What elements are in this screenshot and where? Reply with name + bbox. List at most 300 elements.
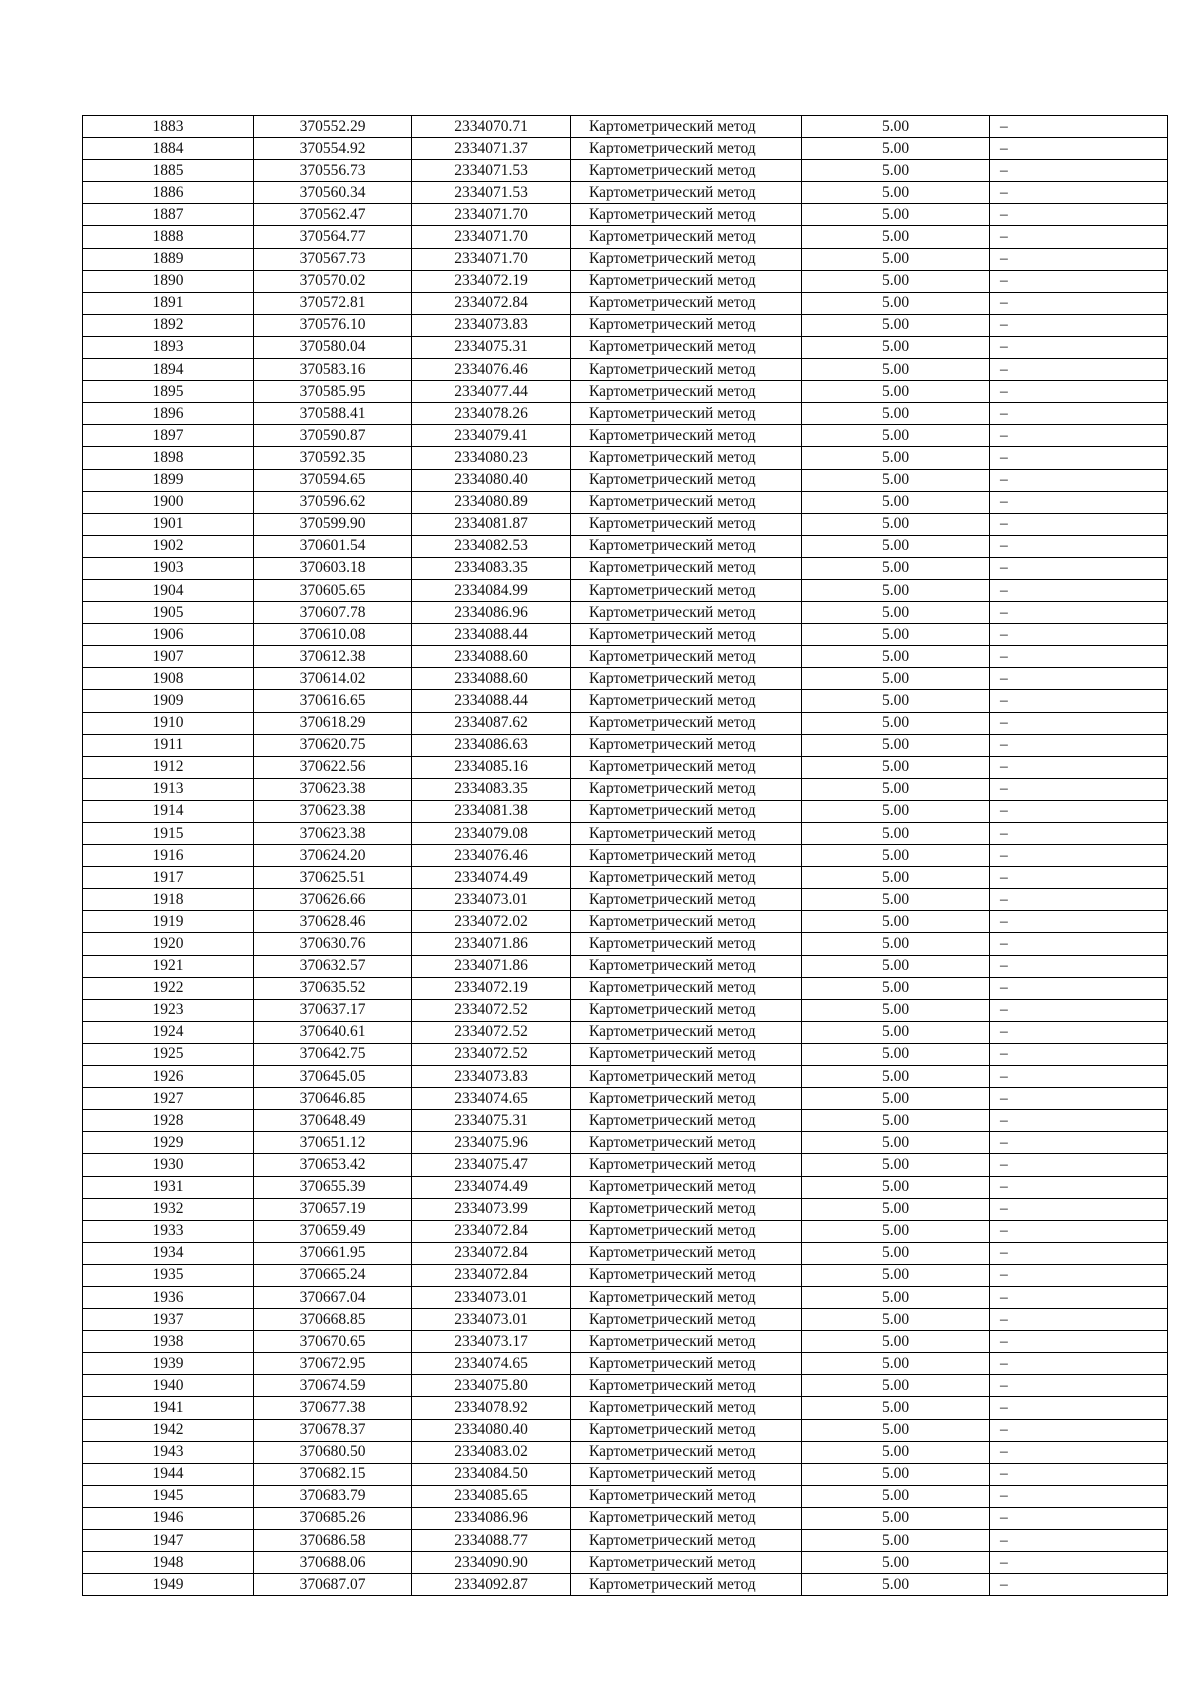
y-coordinate-cell: 2334084.99 [412,579,571,601]
method-cell: Картометрический метод [571,381,802,403]
y-coordinate-cell: 2334081.38 [412,800,571,822]
accuracy-cell: 5.00 [802,1110,990,1132]
note-cell: – [990,403,1168,425]
accuracy-cell: 5.00 [802,646,990,668]
x-coordinate-cell: 370614.02 [254,668,412,690]
y-coordinate-cell: 2334090.90 [412,1552,571,1574]
accuracy-cell: 5.00 [802,800,990,822]
y-coordinate-cell: 2334073.83 [412,314,571,336]
note-cell: – [990,1331,1168,1353]
point-number-cell: 1923 [83,999,254,1021]
accuracy-cell: 5.00 [802,911,990,933]
x-coordinate-cell: 370630.76 [254,933,412,955]
accuracy-cell: 5.00 [802,535,990,557]
x-coordinate-cell: 370635.52 [254,977,412,999]
point-number-cell: 1936 [83,1286,254,1308]
point-number-cell: 1900 [83,491,254,513]
x-coordinate-cell: 370556.73 [254,160,412,182]
accuracy-cell: 5.00 [802,1286,990,1308]
y-coordinate-cell: 2334072.84 [412,292,571,314]
accuracy-cell: 5.00 [802,977,990,999]
table-row [83,557,1168,579]
table-row [83,425,1168,447]
x-coordinate-cell: 370585.95 [254,381,412,403]
accuracy-cell: 5.00 [802,933,990,955]
table-row [83,1574,1168,1596]
table-row [83,138,1168,160]
table-row [83,1375,1168,1397]
table-row [83,579,1168,601]
method-cell: Картометрический метод [571,668,802,690]
method-cell: Картометрический метод [571,646,802,668]
point-number-cell: 1899 [83,469,254,491]
table-row [83,1198,1168,1220]
y-coordinate-cell: 2334083.35 [412,557,571,579]
table-row [83,1176,1168,1198]
point-number-cell: 1927 [83,1088,254,1110]
point-number-cell: 1932 [83,1198,254,1220]
note-cell: – [990,734,1168,756]
note-cell: – [990,381,1168,403]
table-row [83,734,1168,756]
point-number-cell: 1901 [83,513,254,535]
note-cell: – [990,800,1168,822]
accuracy-cell: 5.00 [802,1463,990,1485]
table-row [83,403,1168,425]
method-cell: Картометрический метод [571,1574,802,1596]
method-cell: Картометрический метод [571,712,802,734]
y-coordinate-cell: 2334072.52 [412,999,571,1021]
method-cell: Картометрический метод [571,977,802,999]
note-cell: – [990,292,1168,314]
method-cell: Картометрический метод [571,403,802,425]
table-row [83,1286,1168,1308]
method-cell: Картометрический метод [571,1485,802,1507]
x-coordinate-cell: 370648.49 [254,1110,412,1132]
x-coordinate-cell: 370645.05 [254,1066,412,1088]
note-cell: – [990,712,1168,734]
accuracy-cell: 5.00 [802,1552,990,1574]
point-number-cell: 1930 [83,1154,254,1176]
table-row [83,845,1168,867]
accuracy-cell: 5.00 [802,756,990,778]
table-row [83,116,1168,138]
note-cell: – [990,248,1168,270]
table-row [83,1397,1168,1419]
accuracy-cell: 5.00 [802,1375,990,1397]
x-coordinate-cell: 370687.07 [254,1574,412,1596]
method-cell: Картометрический метод [571,1419,802,1441]
y-coordinate-cell: 2334088.44 [412,624,571,646]
y-coordinate-cell: 2334079.08 [412,823,571,845]
table-row [83,1309,1168,1331]
y-coordinate-cell: 2334080.23 [412,447,571,469]
table-row [83,447,1168,469]
note-cell: – [990,889,1168,911]
table-row [83,1132,1168,1154]
y-coordinate-cell: 2334073.01 [412,1286,571,1308]
point-number-cell: 1886 [83,182,254,204]
table-row [83,1220,1168,1242]
point-number-cell: 1909 [83,690,254,712]
table-row [83,314,1168,336]
note-cell: – [990,1021,1168,1043]
table-row [83,602,1168,624]
note-cell: – [990,1176,1168,1198]
method-cell: Картометрический метод [571,535,802,557]
method-cell: Картометрический метод [571,116,802,138]
table-row [83,1485,1168,1507]
accuracy-cell: 5.00 [802,1132,990,1154]
accuracy-cell: 5.00 [802,513,990,535]
table-row [83,933,1168,955]
x-coordinate-cell: 370623.38 [254,778,412,800]
x-coordinate-cell: 370628.46 [254,911,412,933]
accuracy-cell: 5.00 [802,579,990,601]
accuracy-cell: 5.00 [802,469,990,491]
note-cell: – [990,911,1168,933]
x-coordinate-cell: 370642.75 [254,1043,412,1065]
y-coordinate-cell: 2334092.87 [412,1574,571,1596]
y-coordinate-cell: 2334086.96 [412,1507,571,1529]
point-number-cell: 1939 [83,1353,254,1375]
accuracy-cell: 5.00 [802,381,990,403]
note-cell: – [990,491,1168,513]
method-cell: Картометрический метод [571,867,802,889]
note-cell: – [990,1530,1168,1552]
x-coordinate-cell: 370665.24 [254,1264,412,1286]
method-cell: Картометрический метод [571,955,802,977]
table-row [83,1021,1168,1043]
y-coordinate-cell: 2334072.02 [412,911,571,933]
accuracy-cell: 5.00 [802,1397,990,1419]
table-row [83,646,1168,668]
table-row [83,204,1168,226]
method-cell: Картометрический метод [571,491,802,513]
note-cell: – [990,1242,1168,1264]
note-cell: – [990,823,1168,845]
accuracy-cell: 5.00 [802,1309,990,1331]
table-row [83,182,1168,204]
point-number-cell: 1944 [83,1463,254,1485]
y-coordinate-cell: 2334075.80 [412,1375,571,1397]
accuracy-cell: 5.00 [802,1220,990,1242]
method-cell: Картометрический метод [571,1552,802,1574]
point-number-cell: 1883 [83,116,254,138]
accuracy-cell: 5.00 [802,182,990,204]
y-coordinate-cell: 2334078.26 [412,403,571,425]
note-cell: – [990,1286,1168,1308]
note-cell: – [990,1419,1168,1441]
x-coordinate-cell: 370623.38 [254,823,412,845]
accuracy-cell: 5.00 [802,889,990,911]
table-row [83,800,1168,822]
x-coordinate-cell: 370616.65 [254,690,412,712]
note-cell: – [990,557,1168,579]
accuracy-cell: 5.00 [802,204,990,226]
x-coordinate-cell: 370680.50 [254,1441,412,1463]
y-coordinate-cell: 2334071.37 [412,138,571,160]
accuracy-cell: 5.00 [802,778,990,800]
point-number-cell: 1943 [83,1441,254,1463]
table-row [83,270,1168,292]
note-cell: – [990,624,1168,646]
table-row [83,624,1168,646]
point-number-cell: 1924 [83,1021,254,1043]
method-cell: Картометрический метод [571,800,802,822]
table-row [83,359,1168,381]
y-coordinate-cell: 2334071.53 [412,182,571,204]
method-cell: Картометрический метод [571,999,802,1021]
point-number-cell: 1893 [83,336,254,358]
point-number-cell: 1917 [83,867,254,889]
method-cell: Картометрический метод [571,579,802,601]
method-cell: Картометрический метод [571,1331,802,1353]
point-number-cell: 1919 [83,911,254,933]
x-coordinate-cell: 370599.90 [254,513,412,535]
x-coordinate-cell: 370678.37 [254,1419,412,1441]
point-number-cell: 1885 [83,160,254,182]
note-cell: – [990,535,1168,557]
note-cell: – [990,226,1168,248]
y-coordinate-cell: 2334082.53 [412,535,571,557]
x-coordinate-cell: 370674.59 [254,1375,412,1397]
method-cell: Картометрический метод [571,778,802,800]
note-cell: – [990,160,1168,182]
accuracy-cell: 5.00 [802,425,990,447]
accuracy-cell: 5.00 [802,1353,990,1375]
method-cell: Картометрический метод [571,425,802,447]
x-coordinate-cell: 370637.17 [254,999,412,1021]
point-number-cell: 1891 [83,292,254,314]
x-coordinate-cell: 370682.15 [254,1463,412,1485]
method-cell: Картометрический метод [571,1154,802,1176]
method-cell: Картометрический метод [571,1242,802,1264]
note-cell: – [990,579,1168,601]
accuracy-cell: 5.00 [802,690,990,712]
accuracy-cell: 5.00 [802,403,990,425]
point-number-cell: 1922 [83,977,254,999]
y-coordinate-cell: 2334078.92 [412,1397,571,1419]
table-row [83,1110,1168,1132]
method-cell: Картометрический метод [571,845,802,867]
accuracy-cell: 5.00 [802,1154,990,1176]
point-number-cell: 1894 [83,359,254,381]
y-coordinate-cell: 2334071.86 [412,955,571,977]
accuracy-cell: 5.00 [802,138,990,160]
x-coordinate-cell: 370572.81 [254,292,412,314]
x-coordinate-cell: 370672.95 [254,1353,412,1375]
table-row [83,513,1168,535]
x-coordinate-cell: 370670.65 [254,1331,412,1353]
y-coordinate-cell: 2334083.35 [412,778,571,800]
y-coordinate-cell: 2334074.49 [412,867,571,889]
point-number-cell: 1918 [83,889,254,911]
method-cell: Картометрический метод [571,1507,802,1529]
table-row [83,999,1168,1021]
method-cell: Картометрический метод [571,138,802,160]
point-number-cell: 1902 [83,535,254,557]
point-number-cell: 1949 [83,1574,254,1596]
note-cell: – [990,425,1168,447]
method-cell: Картометрический метод [571,1110,802,1132]
note-cell: – [990,778,1168,800]
note-cell: – [990,602,1168,624]
accuracy-cell: 5.00 [802,867,990,889]
x-coordinate-cell: 370622.56 [254,756,412,778]
point-number-cell: 1935 [83,1264,254,1286]
x-coordinate-cell: 370655.39 [254,1176,412,1198]
table-body [83,116,1168,1596]
method-cell: Картометрический метод [571,1043,802,1065]
y-coordinate-cell: 2334073.17 [412,1331,571,1353]
table-row [83,1507,1168,1529]
note-cell: – [990,1309,1168,1331]
y-coordinate-cell: 2334071.70 [412,248,571,270]
method-cell: Картометрический метод [571,1463,802,1485]
y-coordinate-cell: 2334087.62 [412,712,571,734]
x-coordinate-cell: 370620.75 [254,734,412,756]
x-coordinate-cell: 370588.41 [254,403,412,425]
y-coordinate-cell: 2334084.50 [412,1463,571,1485]
method-cell: Картометрический метод [571,1286,802,1308]
method-cell: Картометрический метод [571,292,802,314]
note-cell: – [990,977,1168,999]
point-number-cell: 1929 [83,1132,254,1154]
accuracy-cell: 5.00 [802,491,990,513]
x-coordinate-cell: 370601.54 [254,535,412,557]
y-coordinate-cell: 2334075.31 [412,336,571,358]
y-coordinate-cell: 2334072.84 [412,1242,571,1264]
y-coordinate-cell: 2334088.77 [412,1530,571,1552]
y-coordinate-cell: 2334085.65 [412,1485,571,1507]
method-cell: Картометрический метод [571,270,802,292]
table-row [83,867,1168,889]
accuracy-cell: 5.00 [802,1574,990,1596]
point-number-cell: 1921 [83,955,254,977]
accuracy-cell: 5.00 [802,1530,990,1552]
x-coordinate-cell: 370592.35 [254,447,412,469]
y-coordinate-cell: 2334072.19 [412,977,571,999]
note-cell: – [990,182,1168,204]
method-cell: Картометрический метод [571,1530,802,1552]
y-coordinate-cell: 2334074.49 [412,1176,571,1198]
x-coordinate-cell: 370612.38 [254,646,412,668]
note-cell: – [990,1441,1168,1463]
accuracy-cell: 5.00 [802,557,990,579]
y-coordinate-cell: 2334070.71 [412,116,571,138]
y-coordinate-cell: 2334074.65 [412,1353,571,1375]
accuracy-cell: 5.00 [802,359,990,381]
accuracy-cell: 5.00 [802,845,990,867]
x-coordinate-cell: 370564.77 [254,226,412,248]
accuracy-cell: 5.00 [802,1507,990,1529]
y-coordinate-cell: 2334074.65 [412,1088,571,1110]
accuracy-cell: 5.00 [802,226,990,248]
y-coordinate-cell: 2334073.99 [412,1198,571,1220]
note-cell: – [990,469,1168,491]
x-coordinate-cell: 370594.65 [254,469,412,491]
point-number-cell: 1915 [83,823,254,845]
table-row [83,1154,1168,1176]
note-cell: – [990,1043,1168,1065]
point-number-cell: 1931 [83,1176,254,1198]
point-number-cell: 1926 [83,1066,254,1088]
point-number-cell: 1888 [83,226,254,248]
method-cell: Картометрический метод [571,1088,802,1110]
y-coordinate-cell: 2334077.44 [412,381,571,403]
table-row [83,778,1168,800]
table-row [83,1552,1168,1574]
y-coordinate-cell: 2334073.83 [412,1066,571,1088]
table-row [83,1353,1168,1375]
method-cell: Картометрический метод [571,889,802,911]
table-row [83,955,1168,977]
y-coordinate-cell: 2334071.86 [412,933,571,955]
note-cell: – [990,116,1168,138]
method-cell: Картометрический метод [571,557,802,579]
point-number-cell: 1920 [83,933,254,955]
table-row [83,469,1168,491]
accuracy-cell: 5.00 [802,1485,990,1507]
accuracy-cell: 5.00 [802,1264,990,1286]
method-cell: Картометрический метод [571,359,802,381]
accuracy-cell: 5.00 [802,955,990,977]
method-cell: Картометрический метод [571,513,802,535]
x-coordinate-cell: 370590.87 [254,425,412,447]
method-cell: Картометрический метод [571,314,802,336]
point-number-cell: 1906 [83,624,254,646]
accuracy-cell: 5.00 [802,602,990,624]
y-coordinate-cell: 2334088.60 [412,646,571,668]
y-coordinate-cell: 2334075.96 [412,1132,571,1154]
method-cell: Картометрический метод [571,1066,802,1088]
accuracy-cell: 5.00 [802,1088,990,1110]
table-row [83,756,1168,778]
note-cell: – [990,1264,1168,1286]
x-coordinate-cell: 370623.38 [254,800,412,822]
point-number-cell: 1904 [83,579,254,601]
accuracy-cell: 5.00 [802,314,990,336]
point-number-cell: 1890 [83,270,254,292]
x-coordinate-cell: 370618.29 [254,712,412,734]
method-cell: Картометрический метод [571,1264,802,1286]
point-number-cell: 1916 [83,845,254,867]
point-number-cell: 1907 [83,646,254,668]
accuracy-cell: 5.00 [802,1441,990,1463]
table-row [83,668,1168,690]
x-coordinate-cell: 370560.34 [254,182,412,204]
x-coordinate-cell: 370605.65 [254,579,412,601]
y-coordinate-cell: 2334071.70 [412,204,571,226]
point-number-cell: 1889 [83,248,254,270]
table-row [83,1066,1168,1088]
accuracy-cell: 5.00 [802,116,990,138]
accuracy-cell: 5.00 [802,292,990,314]
note-cell: – [990,690,1168,712]
note-cell: – [990,138,1168,160]
point-number-cell: 1946 [83,1507,254,1529]
accuracy-cell: 5.00 [802,1066,990,1088]
note-cell: – [990,1353,1168,1375]
x-coordinate-cell: 370677.38 [254,1397,412,1419]
method-cell: Картометрический метод [571,182,802,204]
y-coordinate-cell: 2334086.63 [412,734,571,756]
table-row [83,491,1168,513]
note-cell: – [990,1375,1168,1397]
accuracy-cell: 5.00 [802,734,990,756]
point-number-cell: 1914 [83,800,254,822]
